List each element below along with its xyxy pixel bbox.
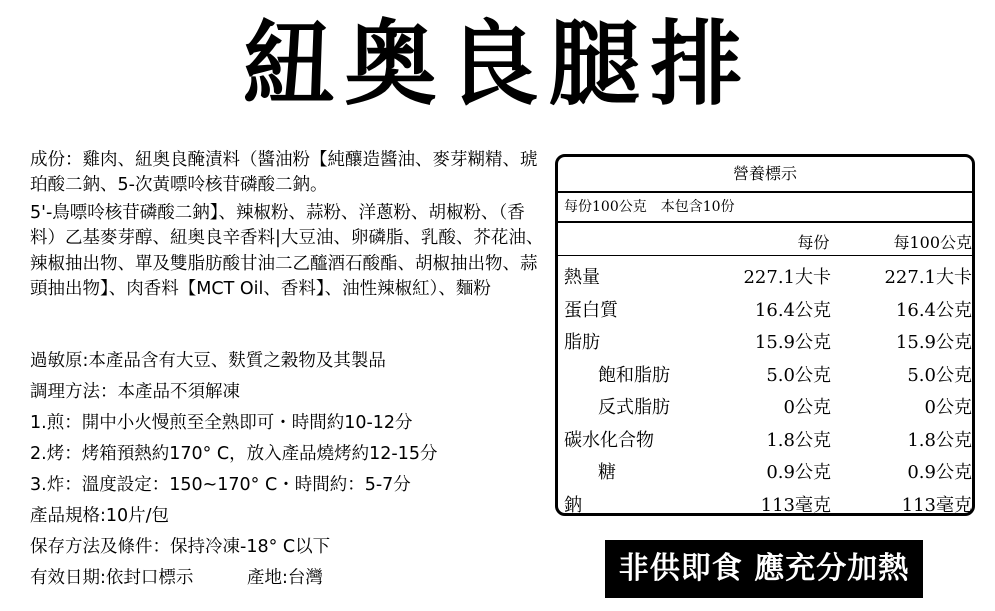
storage-info: 保存方法及條件：保持冷凍-18° C以下 (30, 537, 331, 557)
expiry-info: 有效日期:依封口標示 (30, 568, 194, 588)
value-per-serving: 1.8公克 (766, 429, 831, 451)
value-per-serving: 113毫克 (760, 494, 831, 516)
value-per-100g: 227.1大卡 (884, 267, 972, 289)
cooking-step-fry: 3.炸：溫度設定：150~170° C・時間約：5-7分 (30, 475, 411, 495)
nutrient-label: 鈉 (564, 494, 582, 516)
nutrient-label: 蛋白質 (564, 299, 618, 321)
product-spec: 產品規格:10片/包 (30, 506, 170, 526)
nutrition-row-carbohydrate (558, 423, 972, 456)
allergen-info: 過敏原:本產品含有大豆、麩質之穀物及其製品 (30, 351, 386, 371)
nutrient-label: 熱量 (564, 267, 600, 289)
value-per-serving: 5.0公克 (766, 364, 831, 386)
value-per-serving: 0公克 (783, 397, 831, 419)
value-per-serving: 15.9公克 (754, 332, 831, 354)
value-per-100g: 15.9公克 (895, 332, 972, 354)
cooking-step-pan: 1.煎：開中小火慢煎至全熟即可・時間約10-12分 (30, 413, 413, 433)
value-per-100g: 16.4公克 (895, 299, 972, 321)
serving-info: 每份100公克 本包含10份 (558, 193, 972, 223)
nutrition-row-calories (558, 260, 972, 293)
warning-banner: 非供即食 應充分加熱 (605, 540, 923, 598)
column-per-serving: 每份 (797, 233, 830, 252)
ingredients-section (30, 148, 550, 304)
nutrition-row-trans-fat (558, 390, 972, 423)
nutrient-label: 飽和脂肪 (598, 364, 670, 386)
value-per-serving: 16.4公克 (754, 299, 831, 321)
origin-info: 產地:台灣 (246, 568, 323, 588)
column-per-100g: 每100公克 (893, 233, 972, 252)
value-per-100g: 113毫克 (901, 494, 972, 516)
cooking-title: 調理方法：本產品不須解凍 (30, 382, 240, 402)
nutrient-label: 碳水化合物 (564, 429, 654, 451)
value-per-100g: 5.0公克 (907, 364, 972, 386)
nutrition-rows (558, 256, 972, 520)
nutrition-header: 營養標示 (558, 157, 972, 193)
value-per-serving: 227.1大卡 (743, 267, 831, 289)
nutrition-row-sodium (558, 488, 972, 521)
nutrition-row-sugar (558, 455, 972, 488)
value-per-100g: 1.8公克 (907, 429, 972, 451)
value-per-100g: 0.9公克 (907, 462, 972, 484)
ingredients-line: 5'-鳥嘌呤核苷磷酸二鈉】、辣椒粉、蒜粉、洋蔥粉、胡椒粉、（香料）乙基麥芽醇、紐奥良辛香料|大豆油、卵磷脂、乳酸、芥花油、辣椒抽出物、單及雙脂肪酸甘油二乙醯酒石酸酯、胡椒抽出物、蒜頭抽出物】、肉香料【MCT Oil、香料】、油性辣椒紅）、麵粉 (30, 202, 544, 299)
cooking-step-oven: 2.烤：烤箱預熱約170° C，放入產品燒烤約12-15分 (30, 444, 438, 464)
value-per-100g: 0公克 (924, 397, 972, 419)
value-per-serving: 0.9公克 (766, 462, 831, 484)
nutrition-table (555, 154, 975, 516)
nutrition-row-fat (558, 325, 972, 358)
nutrient-label: 脂肪 (564, 332, 600, 354)
nutrient-label: 糖 (598, 462, 616, 484)
nutrient-label: 反式脂肪 (598, 397, 670, 419)
expiry-origin-line (30, 563, 550, 594)
product-info (30, 346, 550, 594)
ingredients-line: 成份：雞肉、紐奥良醃漬料（醬油粉【純釀造醬油、麥芽糊精、琥珀酸二鈉、5-次黃嘌呤核苷磷酸二鈉。 (30, 150, 538, 196)
nutrition-column-headers (558, 223, 972, 256)
nutrition-row-protein (558, 293, 972, 326)
nutrition-row-saturated-fat (558, 358, 972, 391)
product-title: 紐奥良腿排 (242, 10, 753, 118)
